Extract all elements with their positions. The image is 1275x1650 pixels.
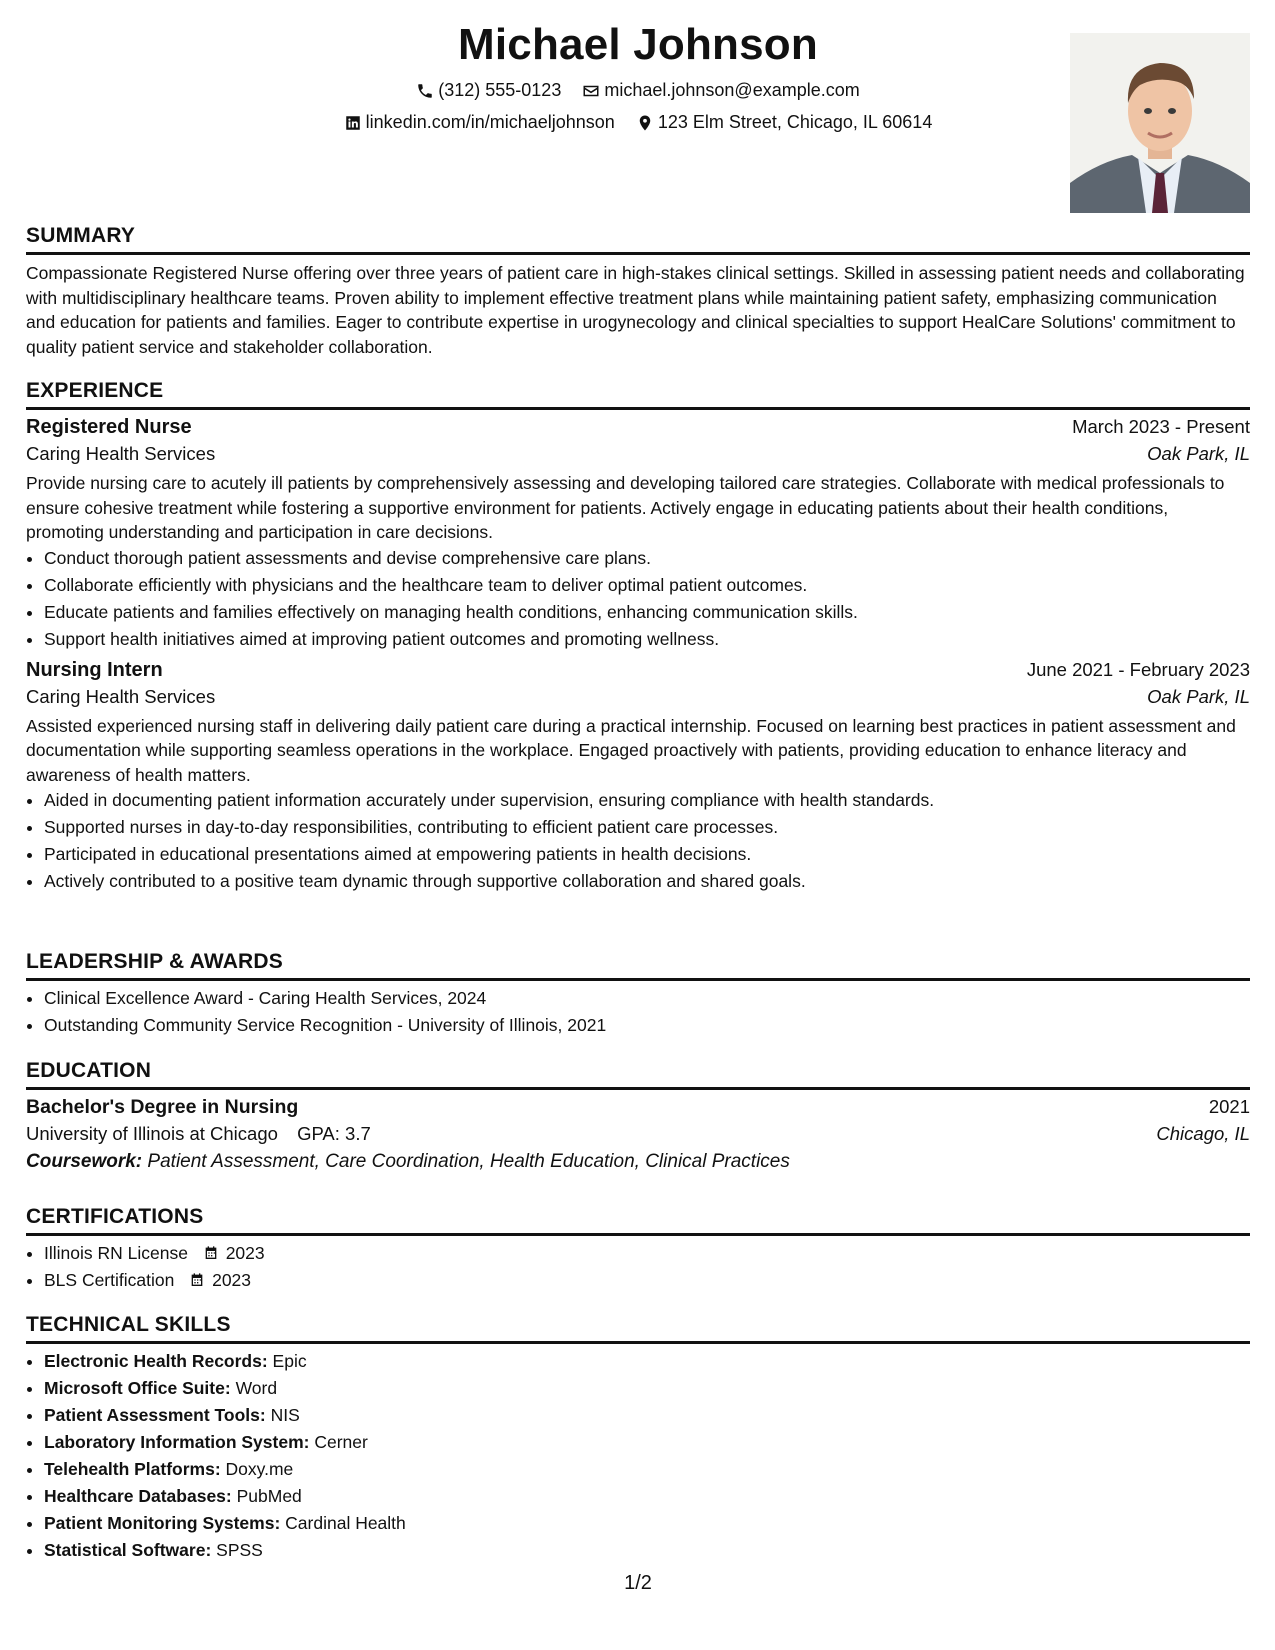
certification-name: BLS Certification (44, 1270, 175, 1290)
certifications-section (26, 1205, 1250, 1294)
skill-label: Microsoft Office Suite: (44, 1378, 231, 1398)
skill-label: Telehealth Platforms: (44, 1459, 221, 1479)
gpa: GPA: 3.7 (297, 1123, 371, 1144)
skill-value: Cardinal Health (285, 1513, 406, 1533)
job-org-row (26, 686, 1250, 708)
linkedin-icon (344, 114, 362, 132)
phone-contact (416, 80, 561, 101)
list-item (44, 1348, 1250, 1375)
school-row (26, 1123, 1250, 1145)
profile-photo (1070, 33, 1250, 213)
job-description: Assisted experienced nursing staff in delivering daily patient care during a practical internship. Focused on learning best practices in patient assessment and documentation while supporting seamless operations in the workplace. Engaged proactively with patients, providing education to enhance literacy and awareness of health matters. (26, 715, 1236, 785)
portrait-illustration (1070, 33, 1250, 213)
list-item: • Supported nurses in day-to-day responsibilities, contributing to efficient patient care processes. (44, 814, 1250, 841)
job-bullets (26, 545, 1250, 653)
linkedin-url[interactable]: linkedin.com/in/michaeljohnson (365, 112, 615, 132)
list-item (44, 1537, 1250, 1564)
job-title: Nursing Intern (26, 658, 163, 681)
awards-list (26, 985, 1250, 1039)
skill-label: Healthcare Databases: (44, 1486, 232, 1506)
phone-icon (416, 82, 434, 100)
education-heading: EDUCATION (26, 1059, 1250, 1090)
list-item (44, 1429, 1250, 1456)
job-title: Registered Nurse (26, 416, 192, 438)
skill-value: Cerner (314, 1432, 368, 1452)
list-item (44, 1510, 1250, 1537)
skill-value: PubMed (236, 1486, 302, 1506)
experience-section (26, 379, 1250, 895)
skills-section (26, 1313, 1250, 1564)
certifications-list (26, 1240, 1250, 1294)
school-name: University of Illinois at Chicago (26, 1123, 278, 1144)
leadership-heading: LEADERSHIP & AWARDS (26, 950, 1250, 981)
phone-number: (312) 555-0123 (438, 80, 562, 100)
list-item: • Conduct thorough patient assessments and devise comprehensive care plans. (44, 545, 1250, 572)
job-entry (26, 416, 1250, 653)
list-item (44, 1402, 1250, 1429)
education-section (26, 1059, 1250, 1173)
skills-list (26, 1348, 1250, 1564)
school-info (26, 1123, 371, 1145)
job-location: Oak Park, IL (1147, 443, 1250, 464)
list-item: • Actively contributed to a positive team dynamic through supportive collaboration and shared goals. (44, 868, 1250, 895)
contact-line-1 (26, 80, 1250, 105)
list-item: • Clinical Excellence Award - Caring Health Services, 2024 (44, 985, 1250, 1012)
list-item (44, 1375, 1250, 1402)
job-entry (26, 659, 1250, 896)
list-item: • Collaborate efficiently with physicians and the healthcare team to deliver optimal patient outcomes. (44, 572, 1250, 599)
certification-year: 2023 (225, 1243, 265, 1263)
skill-label: Electronic Health Records: (44, 1351, 268, 1371)
list-item (44, 1240, 1250, 1267)
school-location: Chicago, IL (1156, 1123, 1250, 1144)
resume-page (26, 0, 1250, 1650)
skills-heading: TECHNICAL SKILLS (26, 1313, 1250, 1344)
linkedin-contact[interactable] (344, 112, 615, 133)
experience-heading: EXPERIENCE (26, 379, 1250, 410)
page-number: 1/2 (624, 1572, 652, 1594)
certification-year: 2023 (212, 1270, 252, 1290)
job-location: Oak Park, IL (1147, 685, 1250, 707)
certification-name: Illinois RN License (44, 1243, 188, 1263)
coursework-list: Patient Assessment, Care Coordination, Health Education, Clinical Practices (147, 1151, 790, 1172)
job-dates: March 2023 - Present (1072, 416, 1250, 437)
list-item: • Outstanding Community Service Recognition - University of Illinois, 2021 (44, 1012, 1250, 1039)
skill-value: Word (235, 1378, 278, 1398)
degree-row (26, 1096, 1250, 1119)
skill-label: Laboratory Information System: (44, 1432, 310, 1452)
skill-label: Patient Assessment Tools: (44, 1405, 266, 1425)
job-dates: June 2021 - February 2023 (1026, 658, 1250, 680)
list-item: • Support health initiatives aimed at improving patient outcomes and promoting wellness. (44, 626, 1250, 653)
coursework (26, 1151, 1250, 1173)
list-item: • Participated in educational presentations aimed at empowering patients in health decisions. (44, 841, 1250, 868)
certifications-heading: CERTIFICATIONS (26, 1205, 1250, 1236)
list-item: • Aided in documenting patient information accurately under supervision, ensuring compliance with health standards. (44, 787, 1250, 814)
map-pin-icon (636, 114, 654, 132)
street-address: 123 Elm Street, Chicago, IL 60614 (657, 112, 933, 132)
skill-value: Epic (272, 1351, 307, 1371)
degree-title: Bachelor's Degree in Nursing (26, 1096, 299, 1118)
list-item (44, 1267, 1250, 1294)
list-item (44, 1456, 1250, 1483)
calendar-icon (179, 1270, 207, 1290)
skill-label: Statistical Software: (44, 1540, 212, 1560)
graduation-year: 2021 (1208, 1096, 1250, 1117)
job-organization: Caring Health Services (26, 443, 216, 464)
calendar-icon (193, 1243, 221, 1263)
candidate-name: Michael Johnson (458, 20, 818, 69)
skill-value: Doxy.me (225, 1459, 294, 1479)
email-contact[interactable] (582, 80, 859, 101)
summary-heading: SUMMARY (26, 224, 1250, 255)
coursework-label: Coursework: (26, 1151, 143, 1172)
contact-line-2 (26, 112, 1250, 137)
job-bullets (26, 787, 1250, 895)
job-header-row (26, 659, 1250, 682)
job-org-row (26, 443, 1250, 465)
skill-value: NIS (270, 1405, 300, 1425)
leadership-section (26, 950, 1250, 1039)
job-organization: Caring Health Services (26, 685, 216, 707)
summary-text: Compassionate Registered Nurse offering over three years of patient care in high-stakes clinical settings. Skilled in assessing patient needs and collaborating with multidisciplinary healthcare teams. Proven ability to implement effective treatment plans while maintaining patient safety, emphasizing communication and education for patients and families. Eager to contribute expertise in urogynecology and clinical specialties to support HealCare Solutions' commitment to quality patient service and stakeholder collaboration. (26, 263, 1245, 357)
envelope-icon (582, 82, 600, 100)
job-header-row (26, 416, 1250, 439)
email-address[interactable]: michael.johnson@example.com (604, 80, 860, 100)
address-contact (636, 112, 933, 133)
list-item (44, 1483, 1250, 1510)
summary-section (26, 224, 1250, 359)
skill-label: Patient Monitoring Systems: (44, 1513, 281, 1533)
list-item: • Educate patients and families effectively on managing health conditions, enhancing communication skills. (44, 599, 1250, 626)
job-description: Provide nursing care to acutely ill patients by comprehensively assessing and developing tailored care strategies. Collaborate with medical professionals to ensure cohesive treatment while fostering a supportive environment for patients. Actively engage in educating patients about their health conditions, promoting understanding and participation in care decisions. (26, 473, 1225, 542)
skill-value: SPSS (216, 1540, 263, 1560)
